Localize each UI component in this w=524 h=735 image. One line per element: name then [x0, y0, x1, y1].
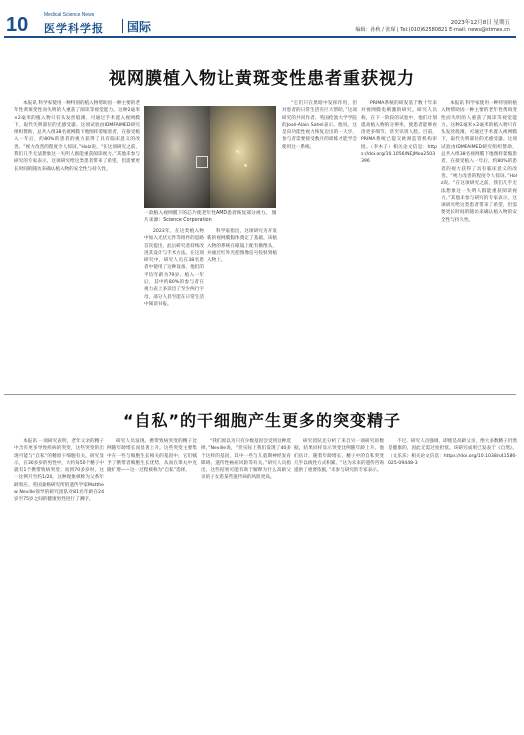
article1-column-6 [441, 100, 517, 392]
article2-column-5 [388, 438, 517, 728]
page-header [0, 0, 524, 38]
section-label: 国际 [127, 20, 152, 34]
article1-column-5 [361, 100, 437, 392]
article2-paragraph: 不过，研究人员强调，即使是高龄父亲，绝大多数精子仍然是健康的，因此无需过度担忧。该研究成果已发表于《自然》。（文乐乐）相关论文信息：https://doi.org/10.1038/s41586-025-09448-3 [388, 439, 517, 466]
section-separator [122, 19, 123, 33]
article1-paragraph: 本报讯 科学家使用一种特别的植入物帮助因一种主要的老年性黄斑变性而失明的人重获了阅读等视觉能力。这种2毫米×2毫米的植入物只有头发丝般薄，可通过手术置入视网膜下，取代失明部位的光感受器。这项试验由IDMFAIMED研究组织赞助，总共入组38名视网膜下地图样萎缩患者，在接受植入一年后，约80%的患者的视力获得了具有临床意义的改善。“视力改善的程度令人惊讶。”Holz说。“在这项研究之前，我们几乎无法想象这一失明人群能重获阅读视力。”其他未参与研究的专家表示，这项研究给这类患者带来了希望，但需要更长时间的随访来确认植入物的安全性与持久性。 [14, 101, 140, 172]
article1-column-3 [207, 228, 277, 390]
article2-column-4 [294, 438, 384, 728]
article2-paragraph: 研究团队还分析了来自另一项研究的数据，结果同样显示突变比例随年龄上升。他们估计，随着年龄增长，精子中的自私突变几乎以线性方式积累。“这为未来的遗传咨询提供了重要依据，”未参与研究的专家表示。 [294, 439, 384, 474]
article2-column-3 [201, 438, 291, 728]
article2-column-1 [14, 438, 104, 728]
article-divider [4, 394, 516, 395]
article1-column-2 [144, 228, 204, 394]
article2-paragraph: 本报讯 一项研究表明，老年父亲的精子中含有更多导致疾病的突变，这些突变的出现可能与“自私”的精原干细胞有关。研究显示，在30多岁的男性中，大约每50个精子中就有1个携带致病突变；而到70多岁时，这一比例升至约1/20。这种现象被称为父系年龄效应。英国桑格研究所的遗传学家Matthew Neville领导的研究团队对81名年龄在24岁至75岁之间的健康男性进行了测序。 [14, 439, 104, 503]
figure-caption: 一款植入视网膜下的芯片使老年性AMD患者恢复部分视力。 图片来源：Science Corporation [144, 211, 277, 223]
retina-spot [236, 150, 239, 153]
editor-line: 编辑：孙秋 / 张琛 | Tel:(010)62580821 E-mail: news@stimes.cn [355, 27, 510, 33]
article2-headline: “自私”的干细胞产生更多的突变精子 [122, 411, 402, 430]
article1-column-4 [282, 100, 357, 392]
article2-column-2 [107, 438, 197, 728]
article1-headline: 视网膜植入物让黄斑变性患者重获视力 [109, 69, 415, 89]
article1-paragraph: 本报讯 科学家使用一种特别的植入物帮助因一种主要的老年性黄斑变性而失明的人重获了阅读等视觉能力。这种2毫米×2毫米的植入物只有头发丝般薄，可通过手术置入视网膜下，取代失明部位的光感受器。这项试验由IDMFAIMED研究组织赞助，总共入组38名视网膜下地图样萎缩患者，在接受植入一年后，约80%的患者的视力获得了具有临床意义的改善。“视力改善的程度令人惊讶。”Holz说。“在这项研究之前，我们几乎无法想象这一失明人群能重获阅读视力。”其他未参与研究的专家表示，这项研究给这类患者带来了希望，但需要更长时间的随访来确认植入物的安全性与持久性。 [441, 101, 517, 223]
retina-spot [244, 164, 247, 167]
page-number: 10 [6, 14, 29, 36]
article2-paragraph: “我们原以为只有少数基因会受到这种选择，”Neville说，“但实际上我们发现了40多个这样的基因，其中一些与儿童期神经发育障碍、遗传性癌症风险等有关。”研究人员指出，这些结果可能有助于解释为什么高龄父亲的子女患某些遗传病的风险更高。 [201, 439, 291, 481]
article1-paragraph: PRIMA系统的研发基于数十年来对视网膜电刺激的研究。研究人员称，在下一阶段的试验中，他们计划提高植入物的分辨率，使患者能够看清更多细节，甚至识别人脸。目前，PRIMA系统已提交欧洲监管机构审批。（李木子）相关论文信息：https://doi.org/10.1056/NEJMoa2503396 [361, 101, 437, 165]
article1-column-1 [14, 100, 140, 390]
publication-name-cn: 医学科学报 [44, 22, 104, 35]
publication-name-en: Medical Science News [44, 12, 95, 18]
article2-paragraph: 研究人员发现，携带致病突变的精子比例随年龄增长而显著上升。这些突变主要集中在一些与细胞生长相关的基因中，它们赋予了携带者细胞生长优势，从而在睾丸中克隆扩增——这一过程被称为“自私”选择。 [107, 439, 197, 474]
article1-paragraph: 科学家指出，这项研究为开发新的视网膜假体奠定了基础。该植入物的系统在眼镜上配有摄像头，并通过红外光把图像信号投射到植入物上。 [207, 229, 277, 264]
implant-marker [196, 156, 208, 168]
article1-paragraph: 2023年，在这类植入物中加入光伏元件等组件的思路首次提出，此后研究者持续改进其设计与手术方法。在这项研究中，研究人员在38名患者中使用了这种设备，他们的平均年龄为79岁。植入一年后，其中约80%的参与者在视力表上多读出了至少两行字母，部分人甚至能在日常生活中阅读书报。 [144, 229, 204, 307]
header-rule [4, 36, 516, 38]
retina-photo-right-panel [210, 106, 276, 208]
date-line: 2023年12月8日 星期五 [450, 20, 510, 26]
retina-photo [144, 106, 276, 208]
article1-paragraph: “它们只在黑暗中发挥作用，但对患者的日常生活有巨大帮助，”这项研究的共同作者、英国伦敦大学学院的José-Alain Sahel表示。他说，这是向功能性视力恢复迈出的一大步，参与者需要接受数月的训练才能学会使用这一系统。 [282, 101, 357, 150]
